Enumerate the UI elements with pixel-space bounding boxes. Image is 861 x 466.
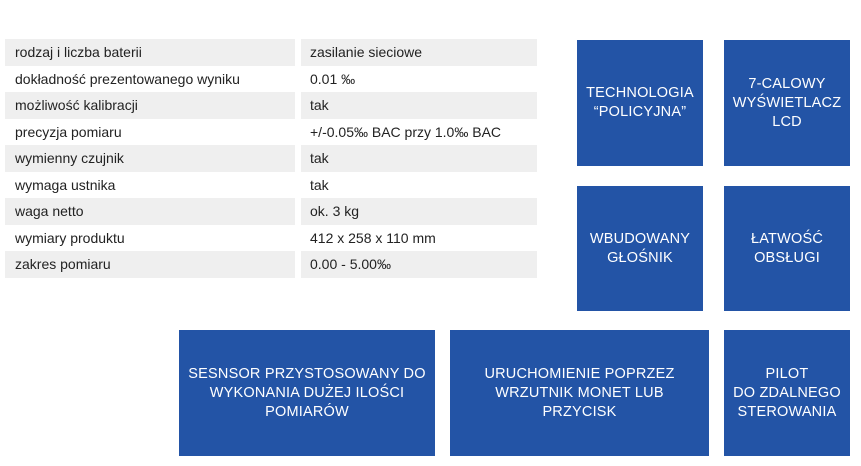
spec-value: tak	[310, 176, 329, 193]
spec-value: ok. 3 kg	[301, 198, 537, 225]
spec-label: możliwość kalibracji	[5, 92, 295, 119]
spec-value: 0.01 ‰	[310, 70, 356, 87]
tile-technologia-policyjna: TECHNOLOGIA “POLICYJNA”	[577, 40, 703, 166]
spec-value: tak	[301, 145, 537, 172]
spec-label: precyzja pomiaru	[15, 123, 122, 140]
spec-value: 0.00 - 5.00‰	[301, 251, 537, 278]
spec-label: waga netto	[5, 198, 295, 225]
spec-table	[5, 39, 537, 278]
spec-row	[5, 39, 537, 66]
spec-row	[5, 251, 537, 278]
tile-wyswietlacz-lcd: 7-CALOWY WYŚWIETLACZ LCD	[724, 40, 850, 166]
spec-value: +/-0.05‰ BAC przy 1.0‰ BAC	[310, 123, 502, 140]
tile-wrzutnik-monet: URUCHOMIENIE POPRZEZ WRZUTNIK MONET LUB PRZYCISK	[450, 330, 709, 456]
spec-value: 412 x 258 x 110 mm	[310, 229, 436, 246]
tile-sensor-pomiarow: SESNSOR PRZYSTOSOWANY DO WYKONANIA DUŻEJ ILOŚCI POMIARÓW	[179, 330, 435, 456]
spec-row	[5, 225, 537, 252]
tile-latwosc-obslugi: ŁATWOŚĆ OBSŁUGI	[724, 186, 850, 311]
spec-row	[5, 119, 537, 146]
spec-value: zasilanie sieciowe	[301, 39, 537, 66]
spec-row	[5, 92, 537, 119]
spec-label: dokładność prezentowanego wyniku	[15, 70, 240, 87]
tile-wbudowany-glosnik: WBUDOWANY GŁOŚNIK	[577, 186, 703, 311]
spec-label: wymaga ustnika	[15, 176, 116, 193]
spec-value: tak	[301, 92, 537, 119]
spec-label: wymiary produktu	[15, 229, 125, 246]
spec-label: zakres pomiaru	[5, 251, 295, 278]
spec-row	[5, 66, 537, 93]
tile-pilot-zdalnego-sterowania: PILOT DO ZDALNEGO STEROWANIA	[724, 330, 850, 456]
spec-label: wymienny czujnik	[5, 145, 295, 172]
spec-label: rodzaj i liczba baterii	[5, 39, 295, 66]
spec-row	[5, 145, 537, 172]
spec-row	[5, 172, 537, 199]
spec-row	[5, 198, 537, 225]
